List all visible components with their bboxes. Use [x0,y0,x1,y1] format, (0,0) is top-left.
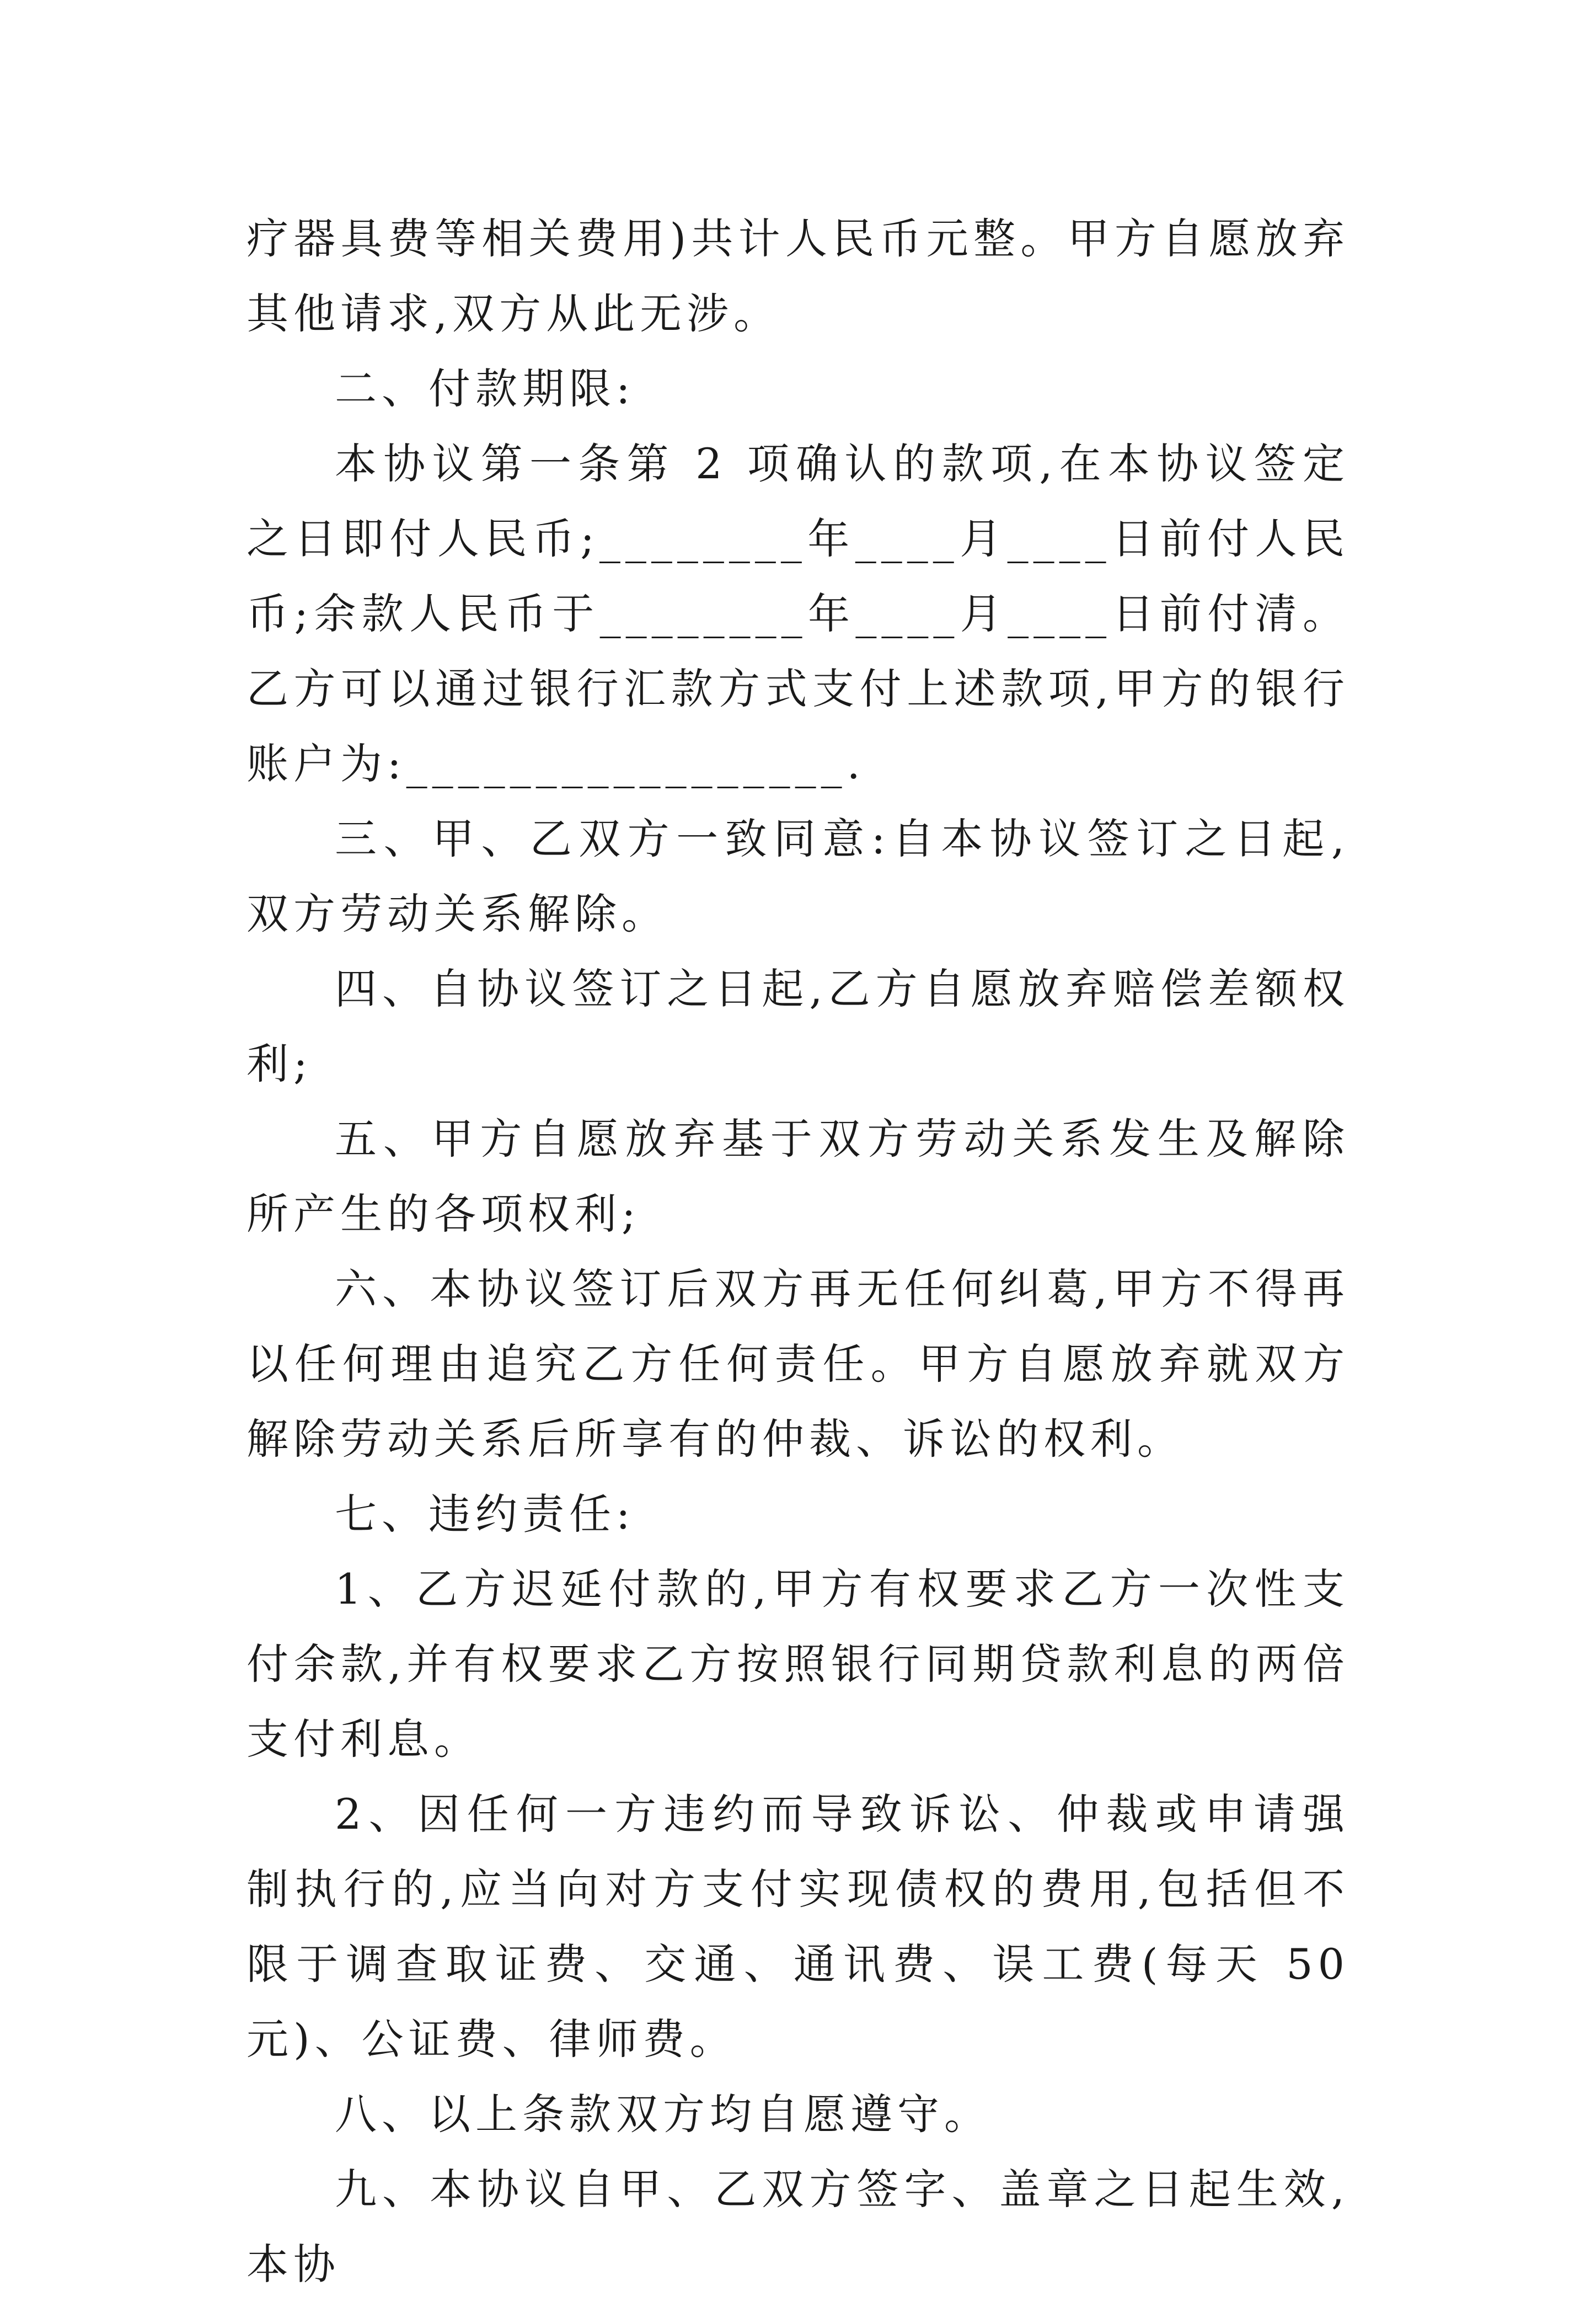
document-body [247,201,1368,2302]
paragraph-clause-three: 三、甲、乙双方一致同意:自本协议签订之日起,双方劳动关系解除。 [247,814,1349,938]
paragraph-breach-item-one: 1、乙方迟延付款的,甲方有权要求乙方一次性支付余款,并有权要求乙方按照银行同期贷款利息的两倍支付利息。 [247,1564,1349,1764]
paragraph-breach-item-two: 2、因任何一方违约而导致诉讼、仲裁或申请强制执行的,应当向对方支付实现债权的费用,包括但不限于调查取证费、交通、通讯费、误工费(每天 50 元)、公证费、律师费。 [247,1790,1368,2064]
paragraph-clause-six: 六、本协议签订后双方再无任何纠葛,甲方不得再以任何理由追究乙方任何责任。甲方自愿放弃就双方解除劳动关系后所享有的仲裁、诉讼的权利。 [247,1264,1349,1464]
paragraph-clause-four: 四、自协议签订之日起,乙方自愿放弃赔偿差额权利; [247,964,1349,1088]
paragraph-clause-eight: 八、以上条款双方均自愿遵守。 [335,2090,991,2139]
paragraph-clause-nine: 九、本协议自甲、乙双方签字、盖章之日起生效,本协 [247,2165,1349,2289]
paragraph-clause-five: 五、甲方自愿放弃基于双方劳动关系发生及解除所产生的各项权利; [247,1114,1349,1238]
heading-payment-term: 二、付款期限: [335,364,635,413]
heading-breach-liability: 七、违约责任: [335,1489,635,1539]
paragraph-payment-schedule: 本协议第一条第 2 项确认的款项,在本协议签定之日即付人民币;________年____月____日前付人民币;余款人民币于________年____月____日前付清。乙方可以通过银行汇款方式支付上述款项,甲方的银行账户为:_________________. [247,439,1349,788]
paragraph-fees-continuation: 疗器具费等相关费用)共计人民币元整。甲方自愿放弃其他请求,双方从此无涉。 [247,214,1349,338]
